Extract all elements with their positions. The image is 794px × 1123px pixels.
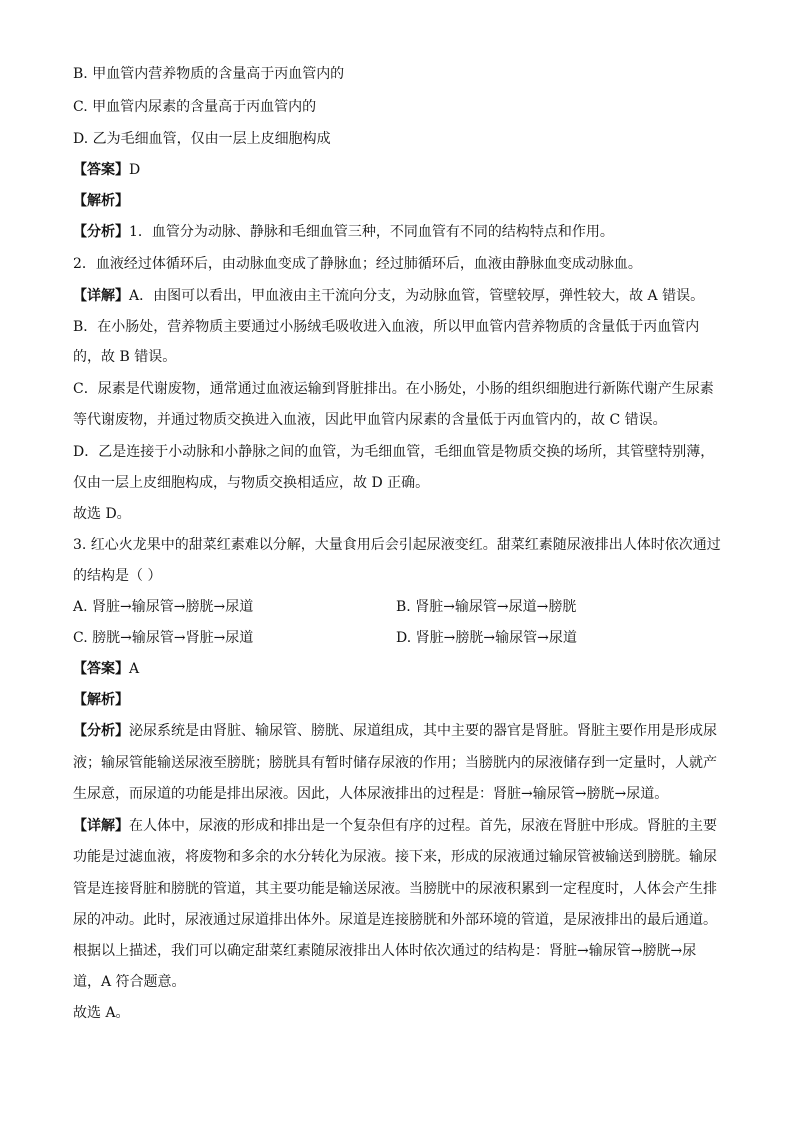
analysis-tag: 【解析】	[73, 692, 129, 708]
q3-stem-1: 3. 红心火龙果中的甜菜红素难以分解，大量食用后会引起尿液变红。甜菜红素随尿液排出人体时依次通过	[73, 537, 721, 553]
q2-option-d: D. 乙为毛细血管，仅由一层上皮细胞构成	[73, 131, 331, 147]
fenxi-tag: 【分析】	[73, 723, 129, 739]
q2-xiangjie-b1: B．在小肠处，营养物质主要通过小肠绒毛吸收进入血液，所以甲血管内营养物质的含量低于丙血管内	[73, 319, 700, 335]
fenxi-tag: 【分析】	[73, 224, 129, 240]
q2-xiangjie-d2: 仅由一层上皮细胞构成，与物质交换相适应，故 D 正确。	[73, 475, 430, 491]
q2-fenxi-line-2: 2．血液经过体循环后，由动脉血变成了静脉血；经过肺循环后，血液由静脉血变成动脉血。	[73, 256, 642, 272]
q3-option-a: A. 肾脏→输尿管→膀胱→尿道	[73, 599, 254, 615]
q3-xiangjie-line-1	[73, 816, 734, 836]
q2-option-c: C. 甲血管内尿素的含量高于丙血管内的	[73, 99, 317, 115]
q3-conclusion: 故选 A。	[73, 1005, 130, 1021]
q3-xiangjie-line-3: 管是连接肾脏和膀胱的管道，其主要功能是输送尿液。当膀胱中的尿液积累到一定程度时，人体会产生排	[73, 881, 717, 897]
q2-analysis-tag	[73, 191, 734, 211]
q2-answer-line	[73, 160, 734, 180]
fenxi-text: 泌尿系统是由肾脏、输尿管、膀胱、尿道组成，其中主要的器官是肾脏。肾脏主要作用是形成尿	[129, 723, 717, 739]
q3-fenxi-line-3: 生尿意，而尿道的功能是排出尿液。因此，人体尿液排出的过程是：肾脏→输尿管→膀胱→尿道。	[73, 786, 669, 802]
q3-analysis-tag	[73, 690, 734, 710]
xiangjie-text: A．由图可以看出，甲血液由主干流向分支，为动脉血管，管壁较厚，弹性较大，故 A 错误。	[129, 288, 705, 304]
analysis-tag: 【解析】	[73, 193, 129, 209]
q3-xiangjie-line-4: 尿的冲动。此时，尿液通过尿道排出体外。尿道是连接膀胱和外部环境的管道，是尿液排出的最后通道。	[73, 912, 717, 928]
q2-xiangjie-b2: 的，故 B 错误。	[73, 349, 177, 365]
q3-xiangjie-line-5: 根据以上描述，我们可以确定甜菜红素随尿液排出人体时依次通过的结构是：肾脏→输尿管→膀胱→尿	[73, 943, 697, 959]
xiangjie-text: 在人体中，尿液的形成和排出是一个复杂但有序的过程。首先，尿液在肾脏中形成。肾脏的主要	[129, 818, 717, 834]
q3-answer-line	[73, 659, 734, 679]
q3-stem-2: 的结构是（ ）	[73, 568, 162, 584]
q2-option-b: B. 甲血管内营养物质的含量高于丙血管内的	[73, 66, 345, 82]
q3-option-d: D. 肾脏→膀胱→输尿管→尿道	[396, 630, 577, 646]
q2-xiangjie-d1: D．乙是连接于小动脉和小静脉之间的血管，为毛细血管，毛细血管是物质交换的场所，其管壁特别薄，	[73, 444, 715, 460]
fenxi-text: 1．血管分为动脉、静脉和毛细血管三种，不同血管有不同的结构特点和作用。	[129, 224, 614, 240]
q2-xiangjie-c2: 等代谢废物，并通过物质交换进入血液，因此甲血管内尿素的含量低于丙血管内的，故 C 错误。	[73, 412, 667, 428]
xiangjie-tag: 【详解】	[73, 818, 129, 834]
q3-option-c: C. 膀胱→输尿管→肾脏→尿道	[73, 630, 254, 646]
q3-xiangjie-line-6: 道，A 符合题意。	[73, 974, 186, 990]
q3-fenxi-line-1	[73, 721, 734, 741]
q2-xiangjie-c1: C．尿素是代谢废物，通常通过血液运输到肾脏排出。在小肠处，小肠的组织细胞进行新陈代谢产生尿素	[73, 381, 714, 397]
answer-value: A	[129, 661, 140, 677]
q2-xiangjie-a	[73, 286, 734, 306]
answer-tag: 【答案】	[73, 162, 129, 178]
answer-tag: 【答案】	[73, 661, 129, 677]
q3-fenxi-line-2: 液；输尿管能输送尿液至膀胱；膀胱具有暂时储存尿液的作用；当膀胱内的尿液储存到一定量时，人就产	[73, 755, 717, 771]
q2-conclusion: 故选 D。	[73, 506, 131, 522]
xiangjie-tag: 【详解】	[73, 288, 129, 304]
answer-value: D	[129, 162, 141, 178]
q2-fenxi-line-1	[73, 222, 734, 242]
q3-xiangjie-line-2: 功能是过滤血液，将废物和多余的水分转化为尿液。接下来，形成的尿液通过输尿管被输送到膀胱。输尿	[73, 849, 717, 865]
q3-option-b: B. 肾脏→输尿管→尿道→膀胱	[396, 599, 577, 615]
